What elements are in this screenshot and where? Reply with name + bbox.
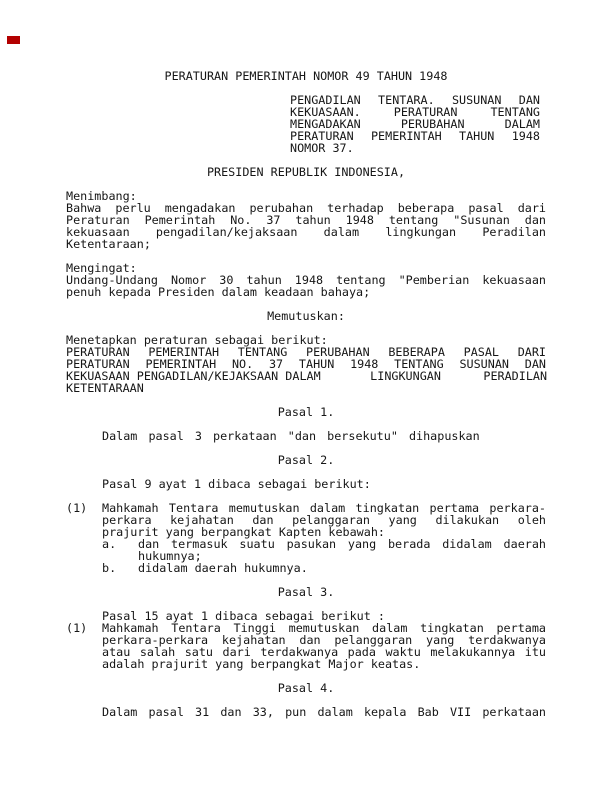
item-line: Mahkamah Tentara memutuskan dalam tingkatan pertama perkara- [102, 501, 546, 515]
sub-item-body [138, 562, 546, 574]
red-marker [7, 36, 20, 44]
item-line: perkara-perkara kejahatan dan pelanggaran yang terdakwanya [102, 633, 546, 647]
pasal-1-heading: Pasal 1. [277, 405, 335, 419]
mengingat-line: penuh kepada Presiden dalam keadaan bahaya; [66, 285, 371, 299]
menetapkan-label: Menetapkan peraturan sebagai berikut: [66, 333, 328, 347]
item-number: (1) [66, 621, 88, 635]
item-line: adalah prajurit yang berpangkat Major keatas. [102, 657, 421, 671]
menetapkan-line: PERATURAN PEMERINTAH NO. 37 TAHUN 1948 TENTANG SUSUNAN DAN [66, 357, 546, 371]
mengingat-line: Undang-Undang Nomor 30 tahun 1948 tentang "Pemberian kekuasaan [66, 273, 546, 287]
pasal-1-body: Dalam pasal 3 perkataan "dan bersekutu" dihapuskan [102, 429, 480, 443]
regulation-title: PERATURAN PEMERINTAH NOMOR 49 TAHUN 1948 [164, 69, 448, 83]
menetapkan-line: KETENTARAAN [66, 381, 144, 395]
pasal-2-intro: Pasal 9 ayat 1 dibaca sebagai berikut: [102, 477, 371, 491]
item-line: Mahkamah Tentara Tinggi memutuskan dalam tingkatan pertama [102, 621, 546, 635]
pasal-3-section [66, 610, 546, 670]
sub-item-letter: b. [102, 561, 117, 575]
pasal-2-item-1 [66, 502, 546, 574]
pasal-3-intro: Pasal 15 ayat 1 dibaca sebagai berikut : [102, 609, 385, 623]
item-body [102, 622, 546, 670]
menetapkan-line: KEKUASAAN PENGADILAN/KEJAKSAAN DALAM LINGKUNGAN PERADILAN [66, 369, 548, 383]
menimbang-line: Peraturan Pemerintah No. 37 tahun 1948 tentang "Susunan dan [66, 213, 546, 227]
sub-item-line: hukumnya; [138, 549, 202, 563]
menimbang-line: Bahwa perlu mengadakan perubahan terhadap beberapa pasal dari [66, 201, 546, 215]
menimbang-section [66, 190, 546, 250]
item-number: (1) [66, 501, 88, 515]
pasal-4-heading: Pasal 4. [277, 681, 335, 695]
menimbang-line: kekuasaan pengadilan/kejaksaan dalam lingkungan Peradilan [66, 225, 546, 239]
item-line: atau salah satu dari terdakwanya pada waktu melakukannya itu [102, 645, 546, 659]
subject-line: NOMOR 37. [290, 141, 354, 155]
sub-item-line: didalam daerah hukumnya. [138, 561, 308, 575]
subject-line: PENGADILAN TENTARA. SUSUNAN DAN [290, 93, 540, 107]
item-line: prajurit yang berpangkat Kapten kebawah: [102, 525, 385, 539]
memutuskan-heading: Memutuskan: [267, 309, 345, 323]
subject-line: PERATURAN PEMERINTAH TAHUN 1948 [290, 129, 540, 143]
sub-item-letter: a. [102, 537, 117, 551]
subject-abstract-block [290, 94, 540, 154]
menimbang-label: Menimbang: [66, 189, 137, 203]
menetapkan-section [66, 334, 546, 394]
menetapkan-line: PERATURAN PEMERINTAH TENTANG PERUBAHAN BEBERAPA PASAL DARI [66, 345, 546, 359]
pasal-3-heading: Pasal 3. [277, 585, 335, 599]
document-content [66, 70, 546, 730]
issuing-authority: PRESIDEN REPUBLIK INDONESIA, [206, 165, 406, 179]
sub-item-line: dan termasuk suatu pasukan yang berada didalam daerah [138, 537, 546, 551]
mengingat-section [66, 262, 546, 298]
sub-item-a [102, 538, 546, 562]
item-line: perkara kejahatan dan pelanggaran yang dilakukan oleh [102, 513, 546, 527]
pasal-4-body: Dalam pasal 31 dan 33, pun dalam kepala Bab VII perkataan [102, 705, 546, 719]
subject-line: KEKUASAAN. PERATURAN TENTANG [290, 105, 540, 119]
subject-line: MENGADAKAN PERUBAHAN DALAM [290, 117, 540, 131]
pasal-2-heading: Pasal 2. [277, 453, 335, 467]
pasal-3-item-1 [66, 622, 546, 670]
item-body [102, 502, 546, 574]
mengingat-label: Mengingat: [66, 261, 137, 275]
menimbang-line: Ketentaraan; [66, 237, 151, 251]
sub-item-b [102, 562, 546, 574]
sub-item-body [138, 538, 546, 562]
